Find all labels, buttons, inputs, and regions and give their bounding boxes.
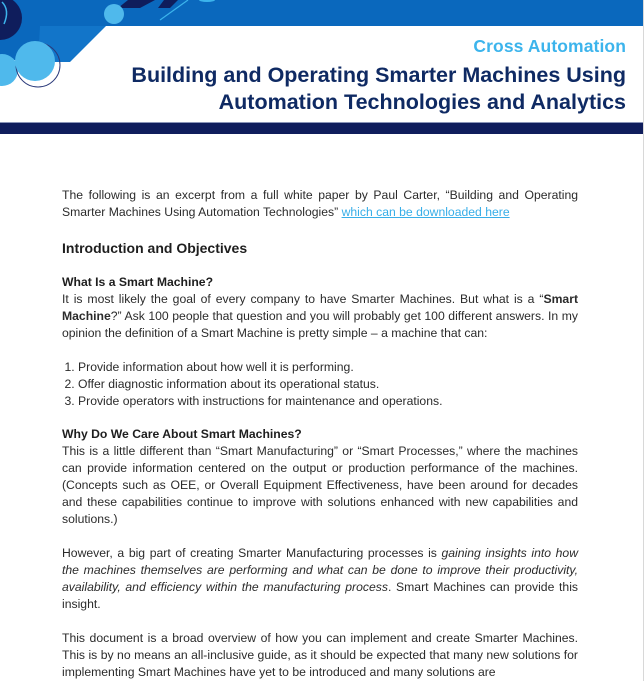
section-heading: Introduction and Objectives (62, 240, 248, 256)
paragraph-text: However, a big part of creating Smarter Manufacturing processes is (62, 546, 442, 560)
document-body (62, 187, 578, 681)
document-title: Building and Operating Smarter Machines Using Automation Technologies and Analytics (131, 63, 626, 114)
bold-term: Smart Machine (62, 292, 578, 323)
italic-emphasis: gaining insights into how the machines themselves are performing and what can be done to improve their productivity, availability, and efficiency within the manufacturing process (62, 546, 578, 594)
header-circle-small (104, 4, 124, 24)
why-care-paragraph-1: This is a little different than “Smart Manufacturing” or “Smart Processes,” where the machines can provide information centered on the output or production performance of the machines. (Concepts such as OEE, or Overall Equipment Effectiveness, have been around for decades and these capabilities continue to improve with solutions enhanced with new capabilities and solutions.) (62, 444, 578, 526)
header-navy-bar-line (0, 122, 643, 123)
list-item: 3. Provide operators with instructions for maintenance and operations. (78, 393, 578, 410)
intro-text: The following is an excerpt from a full white paper by Paul Carter, “Building and Operating Smarter Machines Using Automation Technologies” (62, 188, 578, 219)
header-circle-main (15, 41, 55, 81)
document-header (0, 0, 643, 136)
paragraph-text: . Smart Machines can provide this insight. (62, 580, 578, 611)
paragraph-text: It is most likely the goal of every company to have Smarter Machines. But what is a “ (62, 292, 544, 306)
brand-name: Cross Automation (473, 36, 626, 56)
why-care-paragraph-2 (62, 545, 578, 613)
capabilities-list (62, 359, 578, 410)
download-link[interactable]: which can be downloaded here (341, 205, 510, 219)
subheading-why-care: Why Do We Care About Smart Machines? (62, 427, 302, 441)
subheading-smart-machine: What Is a Smart Machine? (62, 275, 214, 289)
smart-machine-paragraph (62, 291, 578, 342)
why-care-paragraph-3: This document is a broad overview of how you can implement and create Smarter Machines. This is by no means an all-inclusive guide, as it should be expected that many new solutions for implementing Smart Machines have yet to be introduced and many solutions are (62, 631, 578, 679)
header-navy-bar (0, 123, 643, 134)
intro-paragraph (62, 187, 578, 221)
paragraph-text: ?” Ask 100 people that question and you will probably get 100 different answers. In my opinion the definition of a Smart Machine is pretty simple – a machine that can: (62, 309, 578, 340)
list-item: 1. Provide information about how well it is performing. (78, 359, 578, 376)
list-item: 2. Offer diagnostic information about its operational status. (78, 376, 578, 393)
